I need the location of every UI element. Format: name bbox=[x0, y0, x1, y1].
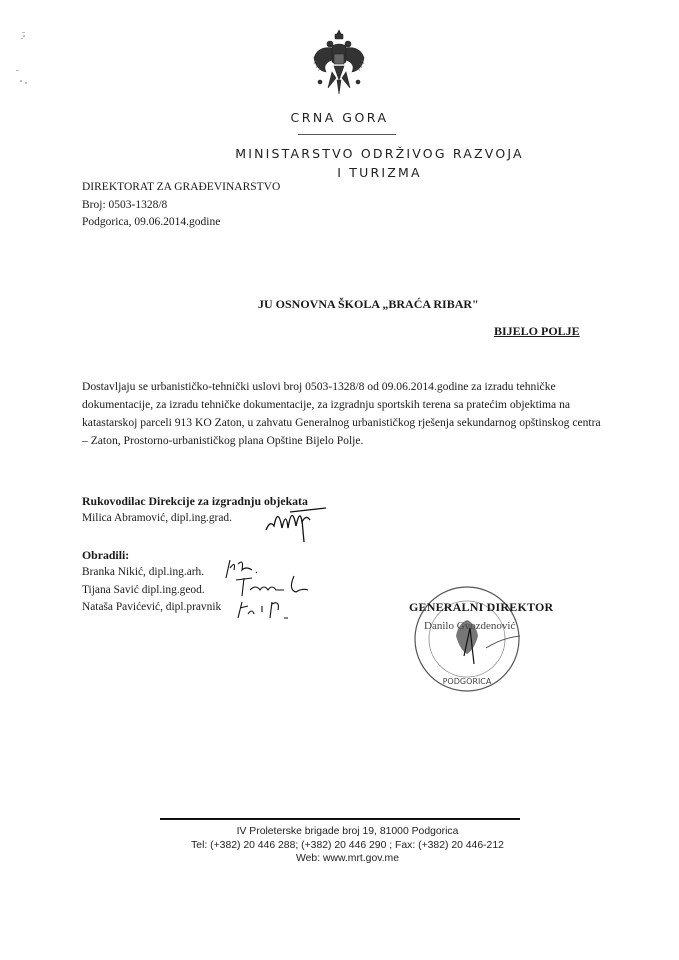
svg-text:PODGORICA: PODGORICA bbox=[442, 677, 492, 686]
footer bbox=[0, 825, 679, 866]
signature-preparer-3 bbox=[234, 596, 294, 622]
ministry-line-1: MINISTARSTVO ODRŽIVOG RAZVOJA bbox=[235, 146, 524, 161]
footer-address: IV Proleterske brigade broj 19, 81000 Podgorica bbox=[236, 826, 459, 837]
body-paragraph: Dostavljaju se urbanističko-tehnički uslovi broj 0503-1328/8 od 09.06.2014.godine za izradu tehničke dokumentacije, za izradu tehničke dokumentacije, za izgradnju sportskih terena sa pratećim objektima na katastarskoj parceli 913 KO Zaton, u zahvatu Generalnog urbanističkog rješenja sekundarnog opštinskog centra – Zaton, Prostorno-urbanističkog plana Opštine Bijelo Polje. bbox=[82, 380, 601, 447]
recipient-city: BIJELO POLJE bbox=[494, 324, 580, 338]
prepared-by-title: Obradili: bbox=[82, 548, 130, 562]
footer-divider bbox=[160, 818, 520, 820]
scan-marks bbox=[14, 30, 30, 90]
footer-contacts: Tel: (+382) 20 446 288; (+382) 20 446 290 ; Fax: (+382) 20 446-212 bbox=[191, 839, 504, 851]
head-title: Rukovodilac Direkcije za izgradnju objekata bbox=[82, 494, 308, 508]
preparer-3: Nataša Pavićević, dipl.pravnik bbox=[82, 601, 222, 613]
signature-head bbox=[262, 500, 332, 544]
ministry-line-2: I TURIZMA bbox=[337, 165, 422, 180]
footer-web: Web: www.mrt.gov.me bbox=[296, 853, 399, 864]
director-name: Danilo Gvozdenović bbox=[424, 620, 516, 632]
place-date: Podgorica, 09.06.2014.godine bbox=[82, 216, 221, 228]
coat-of-arms-icon bbox=[308, 28, 370, 100]
reference-number: Broj: 0503-1328/8 bbox=[82, 198, 168, 211]
recipient-name: JU OSNOVNA ŠKOLA „BRAĆA RIBAR" bbox=[258, 297, 479, 311]
country-name: CRNA GORA bbox=[290, 110, 389, 125]
prepared-by-list bbox=[82, 564, 221, 617]
document-header bbox=[82, 179, 280, 232]
ministry-name bbox=[0, 144, 679, 182]
header-divider bbox=[298, 134, 396, 135]
director-title: GENERALNI DIREKTOR bbox=[409, 600, 554, 614]
head-name: Milica Abramović, dipl.ing.grad. bbox=[82, 512, 232, 524]
preparer-2: Tijana Savić dipl.ing.geod. bbox=[82, 583, 205, 596]
preparer-1: Branka Nikić, dipl.ing.arh. bbox=[82, 566, 205, 578]
directorate: DIREKTORAT ZA GRAĐEVINARSTVO bbox=[82, 181, 281, 193]
